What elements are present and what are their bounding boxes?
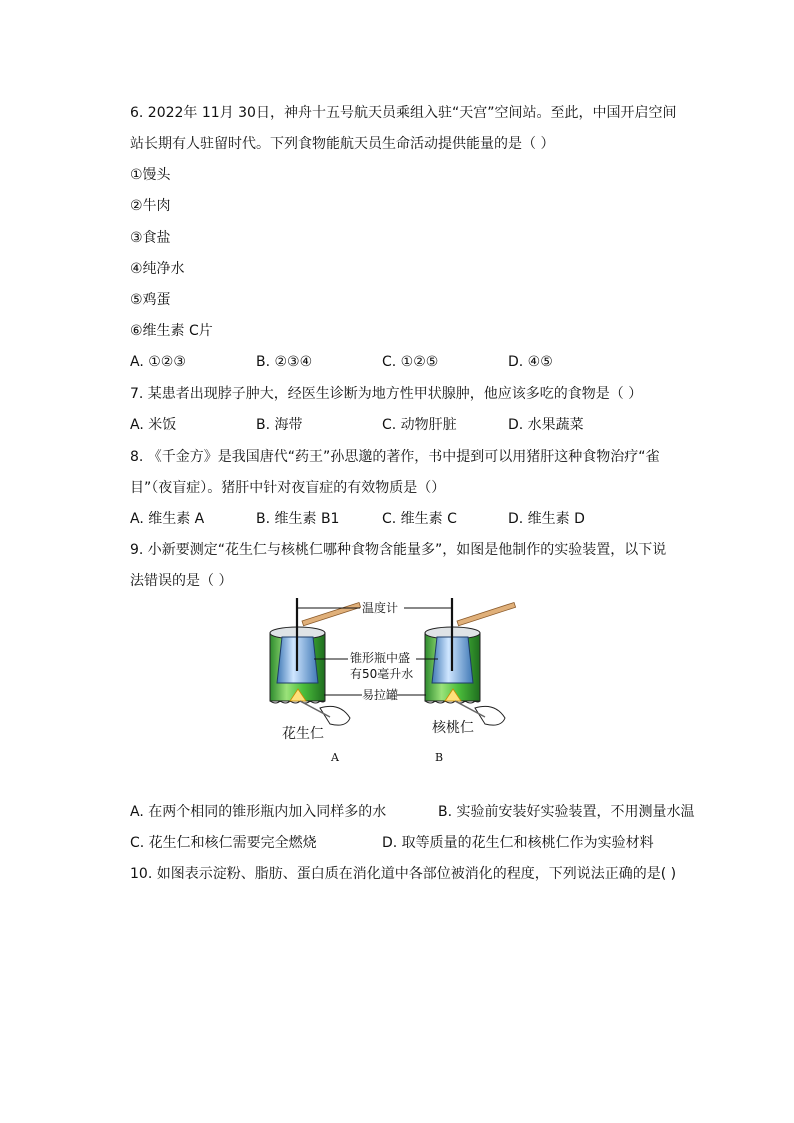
q9-stem-line2: 法错误的是（ ） <box>130 573 233 589</box>
q6-item-1: ①馒头 <box>130 167 171 183</box>
q7-option-c: C. 动物肝脏 <box>382 417 457 433</box>
q7-option-b: B. 海带 <box>256 417 303 433</box>
q6-option-d: D. ④⑤ <box>508 354 553 370</box>
q9-option-b: B. 实验前安装好实验装置，不用测量水温 <box>438 804 695 820</box>
q10-stem: 10. 如图表示淀粉、脂肪、蛋白质在消化道中各部位被消化的程度，下列说法正确的是( ) <box>130 866 677 882</box>
label-thermometer: 温度计 <box>362 601 399 615</box>
stick-a <box>302 602 361 625</box>
hand-a <box>320 706 350 725</box>
q8-stem-line2: 目”（夜盲症）。猪肝中针对夜盲症的有效物质是（） <box>130 480 446 496</box>
q9-option-c: C. 花生仁和核仁需要完全燃烧 <box>130 835 317 851</box>
apparatus-b <box>425 598 516 725</box>
q7-option-a: A. 米饭 <box>130 417 177 433</box>
caption-b: B <box>435 751 444 764</box>
label-flask-line2: 有50毫升水 <box>350 667 414 681</box>
q8-option-d: D. 维生素 D <box>508 511 585 527</box>
q6-item-5: ⑤鸡蛋 <box>130 292 171 308</box>
q7-option-d: D. 水果蔬菜 <box>508 417 584 433</box>
q6-option-b: B. ②③④ <box>256 354 313 370</box>
label-peanut: 花生仁 <box>282 726 324 742</box>
q6-stem-line2: 站长期有人驻留时代。下列食物能航天员生命活动提供能量的是（ ） <box>130 136 555 152</box>
label-walnut: 核桃仁 <box>432 720 474 736</box>
caption-a: A <box>331 751 339 764</box>
q8-option-c: C. 维生素 C <box>382 511 457 527</box>
stick-b <box>457 602 516 625</box>
label-can: 易拉罐 <box>362 688 399 702</box>
q6-option-a: A. ①②③ <box>130 354 186 370</box>
q6-option-c: C. ①②⑤ <box>382 354 439 370</box>
q6-stem-line1: 6. 2022年 11月 30日，神舟十五号航天员乘组入驻“天宫”空间站。至此，中国开启空间 <box>130 105 677 121</box>
q8-option-b: B. 维生素 B1 <box>256 511 340 527</box>
apparatus-a <box>270 598 361 725</box>
q6-item-4: ④纯净水 <box>130 261 185 277</box>
q8-stem-line1: 8. 《千金方》是我国唐代“药王”孙思邈的著作，书中提到可以用猪肝这种食物治疗“雀 <box>130 449 660 465</box>
q6-item-3: ③食盐 <box>130 230 171 246</box>
hand-b <box>475 706 505 725</box>
q8-option-a: A. 维生素 A <box>130 511 205 527</box>
q9-experiment-figure <box>268 593 528 773</box>
q6-item-6: ⑥维生素 C片 <box>130 323 213 339</box>
q7-stem: 7. 某患者出现脖子肿大，经医生诊断为地方性甲状腺肿，他应该多吃的食物是（ ） <box>130 386 643 402</box>
q6-item-2: ②牛肉 <box>130 198 171 214</box>
q9-stem-line1: 9. 小新要测定“花生仁与核桃仁哪种食物含能量多”，如图是他制作的实验装置，以下说 <box>130 542 667 558</box>
q9-option-d: D. 取等质量的花生仁和核桃仁作为实验材料 <box>382 835 654 851</box>
experiment-diagram <box>268 593 528 773</box>
q9-option-a: A. 在两个相同的锥形瓶内加入同样多的水 <box>130 804 387 820</box>
label-flask-line1: 锥形瓶中盛 <box>350 651 411 665</box>
